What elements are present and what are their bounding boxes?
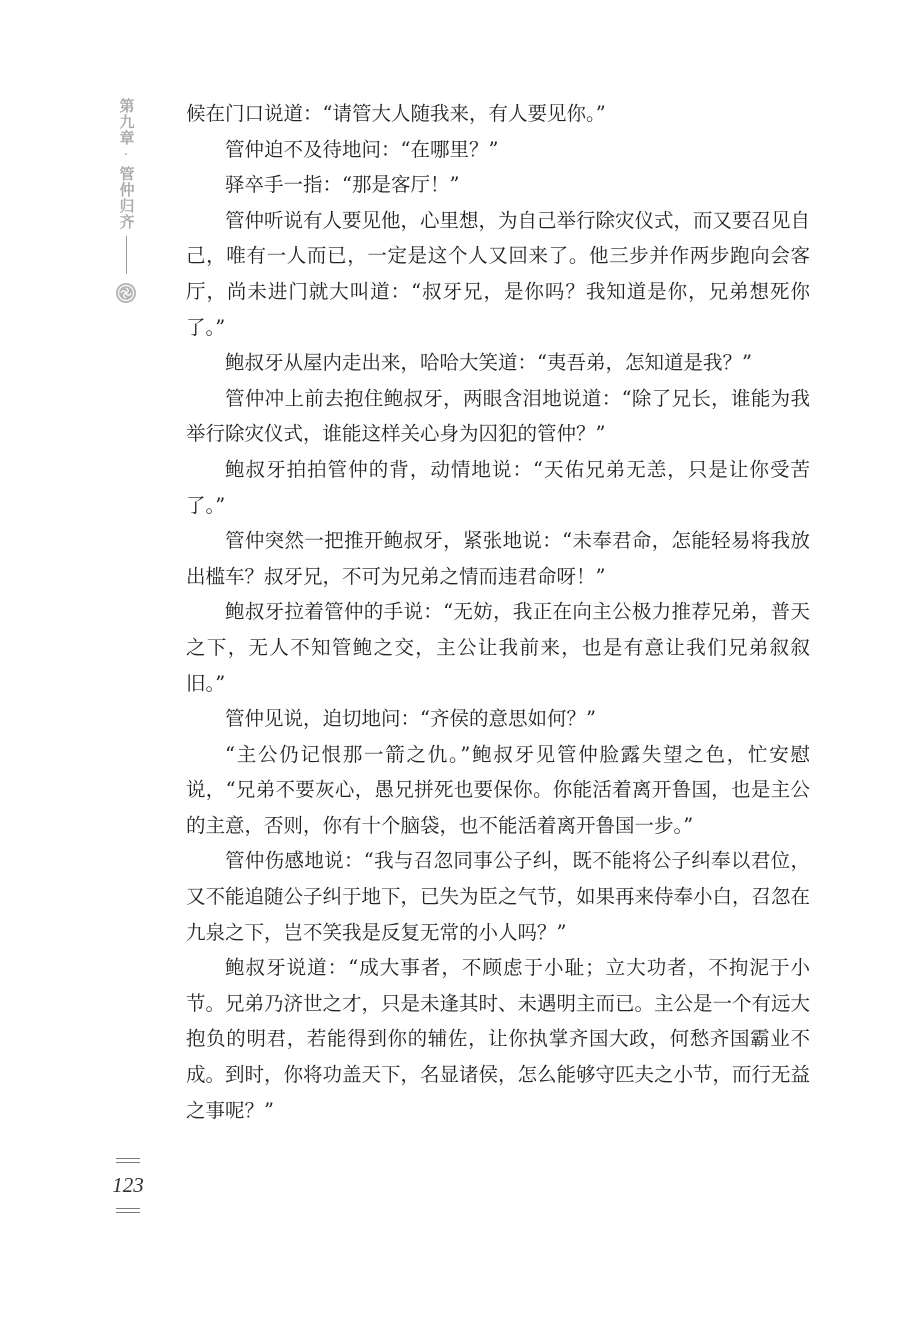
page-number-block — [112, 1158, 144, 1213]
paragraph: 鲍叔牙拍拍管仲的背，动情地说：“天佑兄弟无恙，只是让你受苦了。” — [186, 457, 810, 517]
chapter-label: 第九章 — [117, 98, 136, 146]
paragraph: 管仲迫不及待地问：“在哪里？” — [225, 137, 499, 161]
paragraph: 管仲冲上前去抱住鲍叔牙，两眼含泪地说道：“除了兄长，谁能为我举行除灾仪式，谁能这样关心身为囚犯的管仲？” — [186, 386, 810, 446]
paragraph: 管仲听说有人要见他，心里想，为自己举行除灾仪式，而又要召见自己，唯有一人而已，一定是这个人又回来了。他三步并作两步跑向会客厅，尚未进门就大叫道：“叔牙兄，是你吗？我知道是你，兄弟想死你了。” — [186, 208, 811, 339]
paragraph: 鲍叔牙拉着管仲的手说：“无妨，我正在向主公极力推荐兄弟，普天之下，无人不知管鲍之交，主公让我前来，也是有意让我们兄弟叙叙旧。” — [186, 600, 810, 695]
running-head-rule — [126, 236, 127, 274]
running-head — [113, 98, 139, 304]
paragraph: 鲍叔牙说道：“成大事者，不顾虑于小耻；立大功者，不拘泥于小节。兄弟乃济世之才，只是未逢其时、未遇明主而已。主公是一个有远大抱负的明君，若能得到你的辅佐，让你执掌齐国大政，何愁齐国霸业不成。到时，你将功盖天下，名显诸侯，怎么能够守匹夫之小节，而行无益之事呢？” — [186, 956, 811, 1122]
chapter-title: 管仲归齐 — [117, 166, 136, 230]
running-head-separator: · — [123, 147, 129, 163]
paragraph: 鲍叔牙从屋内走出来，哈哈大笑道：“夷吾弟，怎知道是我？” — [225, 351, 752, 375]
page-number: 123 — [112, 1173, 144, 1197]
folio-rule-bottom — [116, 1208, 140, 1213]
paragraph: 驿卒手一指：“那是客厅！” — [225, 173, 460, 197]
body-text — [186, 96, 810, 1128]
paragraph: “主公仍记恨那一箭之仇。”鲍叔牙见管仲脸露失望之色，忙安慰说，“兄弟不要灰心，愚兄拼死也要保你。你能活着离开鲁国，也是主公的主意，否则，你有十个脑袋，也不能活着离开鲁国一步。” — [186, 742, 810, 837]
paragraph: 管仲突然一把推开鲍叔牙，紧张地说：“未奉君命，怎能轻易将我放出槛车？叔牙兄，不可为兄弟之情而违君命呀！” — [186, 529, 810, 588]
paragraph: 管仲见说，迫切地问：“齐侯的意思如何？” — [225, 707, 596, 731]
paragraph: 管仲伤感地说：“我与召忽同事公子纠，既不能将公子纠奉以君位，又不能追随公子纠于地下，已失为臣之气节，如果再来侍奉小白，召忽在九泉之下，岂不笑我是反复无常的小人吗？” — [186, 849, 811, 944]
ornament-icon — [115, 282, 137, 304]
paragraph: 候在门口说道：“请管大人随我来，有人要见你。” — [186, 102, 606, 125]
folio-rule-top — [116, 1158, 140, 1163]
